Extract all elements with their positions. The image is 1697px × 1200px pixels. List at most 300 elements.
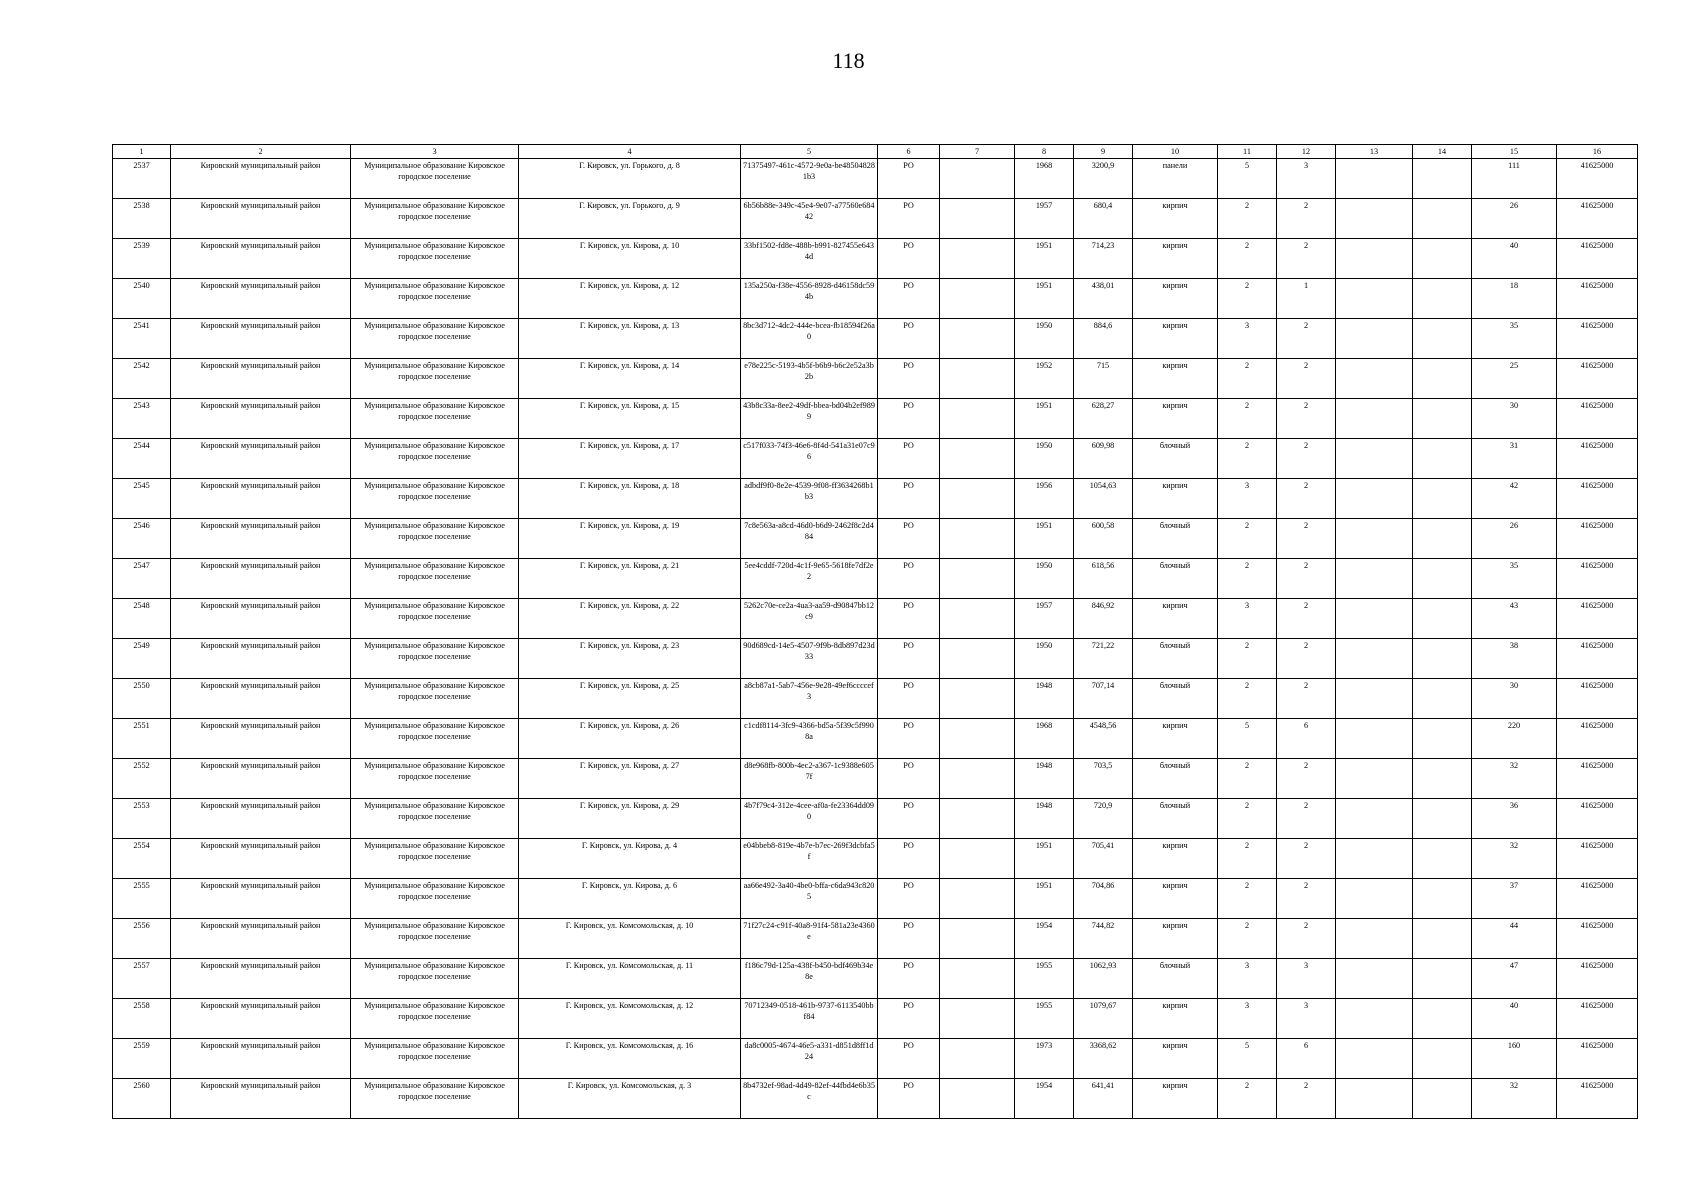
floors-cell: 2 bbox=[1218, 679, 1277, 719]
c13-cell bbox=[1336, 639, 1413, 679]
c13-cell bbox=[1336, 279, 1413, 319]
district-cell: Кировский муниципальный район bbox=[171, 519, 351, 559]
floors-cell: 5 bbox=[1218, 1039, 1277, 1079]
entrances-cell: 2 bbox=[1277, 519, 1336, 559]
table-row bbox=[113, 839, 1638, 879]
c16-cell: 41625000 bbox=[1557, 839, 1638, 879]
c6-cell: РО bbox=[878, 599, 940, 639]
table-row bbox=[113, 519, 1638, 559]
column-header-2: 2 bbox=[171, 145, 351, 159]
housing-registry-table bbox=[112, 144, 1638, 1119]
address-cell: Г. Кировск, ул. Комсомольская, д. 3 bbox=[519, 1079, 741, 1119]
c16-cell: 41625000 bbox=[1557, 559, 1638, 599]
c13-cell bbox=[1336, 199, 1413, 239]
year-cell: 1950 bbox=[1015, 559, 1074, 599]
column-header-8: 8 bbox=[1015, 145, 1074, 159]
entrances-cell: 3 bbox=[1277, 159, 1336, 199]
municipality-cell: Муниципальное образование Кировское городское поселение bbox=[351, 199, 519, 239]
year-cell: 1957 bbox=[1015, 599, 1074, 639]
c7-cell bbox=[940, 959, 1015, 999]
year-cell: 1951 bbox=[1015, 839, 1074, 879]
c15-cell: 160 bbox=[1472, 1039, 1557, 1079]
entrances-cell: 2 bbox=[1277, 799, 1336, 839]
uuid-cell: d8e968fb-800b-4ec2-a367-1c9388e6057f bbox=[741, 759, 878, 799]
floors-cell: 2 bbox=[1218, 639, 1277, 679]
table-row bbox=[113, 719, 1638, 759]
c6-cell: РО bbox=[878, 679, 940, 719]
material-cell: кирпич bbox=[1133, 359, 1218, 399]
entrances-cell: 2 bbox=[1277, 759, 1336, 799]
entrances-cell: 2 bbox=[1277, 1079, 1336, 1119]
column-header-5: 5 bbox=[741, 145, 878, 159]
column-header-3: 3 bbox=[351, 145, 519, 159]
column-header-4: 4 bbox=[519, 145, 741, 159]
table-row bbox=[113, 639, 1638, 679]
material-cell: кирпич bbox=[1133, 279, 1218, 319]
district-cell: Кировский муниципальный район bbox=[171, 959, 351, 999]
year-cell: 1955 bbox=[1015, 999, 1074, 1039]
c7-cell bbox=[940, 1039, 1015, 1079]
uuid-cell: 4b7f79c4-312e-4cee-af0a-fe23364dd090 bbox=[741, 799, 878, 839]
c15-cell: 42 bbox=[1472, 479, 1557, 519]
c14-cell bbox=[1413, 679, 1472, 719]
material-cell: блочный bbox=[1133, 519, 1218, 559]
c7-cell bbox=[940, 1079, 1015, 1119]
c13-cell bbox=[1336, 439, 1413, 479]
municipality-cell: Муниципальное образование Кировское городское поселение bbox=[351, 399, 519, 439]
table-body bbox=[113, 159, 1638, 1119]
row-number: 2551 bbox=[113, 719, 171, 759]
c6-cell: РО bbox=[878, 439, 940, 479]
c14-cell bbox=[1413, 279, 1472, 319]
c7-cell bbox=[940, 639, 1015, 679]
c13-cell bbox=[1336, 719, 1413, 759]
column-header-10: 10 bbox=[1133, 145, 1218, 159]
area-cell: 744,82 bbox=[1074, 919, 1133, 959]
c7-cell bbox=[940, 919, 1015, 959]
material-cell: кирпич bbox=[1133, 479, 1218, 519]
c16-cell: 41625000 bbox=[1557, 879, 1638, 919]
address-cell: Г. Кировск, ул. Комсомольская, д. 10 bbox=[519, 919, 741, 959]
c15-cell: 35 bbox=[1472, 319, 1557, 359]
table-row bbox=[113, 1039, 1638, 1079]
material-cell: кирпич bbox=[1133, 399, 1218, 439]
table-row bbox=[113, 1079, 1638, 1119]
c15-cell: 47 bbox=[1472, 959, 1557, 999]
material-cell: блочный bbox=[1133, 639, 1218, 679]
district-cell: Кировский муниципальный район bbox=[171, 439, 351, 479]
c16-cell: 41625000 bbox=[1557, 719, 1638, 759]
floors-cell: 2 bbox=[1218, 559, 1277, 599]
uuid-cell: 8b4732ef-98ad-4d49-82ef-44fbd4e6b35c bbox=[741, 1079, 878, 1119]
uuid-cell: 5262c70e-ce2a-4ua3-aa59-d90847bb12c9 bbox=[741, 599, 878, 639]
c16-cell: 41625000 bbox=[1557, 519, 1638, 559]
table-row bbox=[113, 359, 1638, 399]
c16-cell: 41625000 bbox=[1557, 479, 1638, 519]
area-cell: 3368,62 bbox=[1074, 1039, 1133, 1079]
floors-cell: 5 bbox=[1218, 719, 1277, 759]
municipality-cell: Муниципальное образование Кировское городское поселение bbox=[351, 879, 519, 919]
c13-cell bbox=[1336, 919, 1413, 959]
row-number: 2559 bbox=[113, 1039, 171, 1079]
uuid-cell: f186c79d-125a-438f-b450-bdf469b34e8e bbox=[741, 959, 878, 999]
address-cell: Г. Кировск, ул. Кирова, д. 22 bbox=[519, 599, 741, 639]
uuid-cell: 7c8e563a-a8cd-46d0-b6d9-2462f8c2d484 bbox=[741, 519, 878, 559]
floors-cell: 5 bbox=[1218, 159, 1277, 199]
c6-cell: РО bbox=[878, 199, 940, 239]
address-cell: Г. Кировск, ул. Кирова, д. 21 bbox=[519, 559, 741, 599]
district-cell: Кировский муниципальный район bbox=[171, 479, 351, 519]
uuid-cell: a8cb87a1-5ab7-456e-9e28-49ef6ccccef3 bbox=[741, 679, 878, 719]
municipality-cell: Муниципальное образование Кировское городское поселение bbox=[351, 239, 519, 279]
c13-cell bbox=[1336, 159, 1413, 199]
material-cell: кирпич bbox=[1133, 199, 1218, 239]
c15-cell: 40 bbox=[1472, 999, 1557, 1039]
c14-cell bbox=[1413, 359, 1472, 399]
district-cell: Кировский муниципальный район bbox=[171, 679, 351, 719]
c15-cell: 40 bbox=[1472, 239, 1557, 279]
c13-cell bbox=[1336, 239, 1413, 279]
area-cell: 641,41 bbox=[1074, 1079, 1133, 1119]
uuid-cell: e78e225c-5193-4b5f-b6b9-b6c2e52a3b2b bbox=[741, 359, 878, 399]
c14-cell bbox=[1413, 559, 1472, 599]
material-cell: кирпич bbox=[1133, 919, 1218, 959]
year-cell: 1948 bbox=[1015, 679, 1074, 719]
municipality-cell: Муниципальное образование Кировское городское поселение bbox=[351, 1039, 519, 1079]
c7-cell bbox=[940, 999, 1015, 1039]
district-cell: Кировский муниципальный район bbox=[171, 199, 351, 239]
table-row bbox=[113, 159, 1638, 199]
floors-cell: 2 bbox=[1218, 199, 1277, 239]
column-header-14: 14 bbox=[1413, 145, 1472, 159]
area-cell: 705,41 bbox=[1074, 839, 1133, 879]
c15-cell: 32 bbox=[1472, 1079, 1557, 1119]
table-row bbox=[113, 599, 1638, 639]
municipality-cell: Муниципальное образование Кировское городское поселение bbox=[351, 359, 519, 399]
row-number: 2540 bbox=[113, 279, 171, 319]
district-cell: Кировский муниципальный район bbox=[171, 879, 351, 919]
c13-cell bbox=[1336, 799, 1413, 839]
municipality-cell: Муниципальное образование Кировское городское поселение bbox=[351, 559, 519, 599]
c14-cell bbox=[1413, 599, 1472, 639]
c7-cell bbox=[940, 519, 1015, 559]
material-cell: кирпич bbox=[1133, 599, 1218, 639]
floors-cell: 3 bbox=[1218, 319, 1277, 359]
floors-cell: 3 bbox=[1218, 999, 1277, 1039]
c6-cell: РО bbox=[878, 559, 940, 599]
c16-cell: 41625000 bbox=[1557, 399, 1638, 439]
address-cell: Г. Кировск, ул. Кирова, д. 6 bbox=[519, 879, 741, 919]
address-cell: Г. Кировск, ул. Кирова, д. 26 bbox=[519, 719, 741, 759]
column-header-1: 1 bbox=[113, 145, 171, 159]
table-header-row bbox=[113, 145, 1638, 159]
c14-cell bbox=[1413, 239, 1472, 279]
column-header-11: 11 bbox=[1218, 145, 1277, 159]
district-cell: Кировский муниципальный район bbox=[171, 559, 351, 599]
c7-cell bbox=[940, 839, 1015, 879]
c13-cell bbox=[1336, 999, 1413, 1039]
district-cell: Кировский муниципальный район bbox=[171, 159, 351, 199]
material-cell: кирпич bbox=[1133, 719, 1218, 759]
district-cell: Кировский муниципальный район bbox=[171, 399, 351, 439]
floors-cell: 3 bbox=[1218, 479, 1277, 519]
address-cell: Г. Кировск, ул. Кирова, д. 15 bbox=[519, 399, 741, 439]
c16-cell: 41625000 bbox=[1557, 439, 1638, 479]
c6-cell: РО bbox=[878, 239, 940, 279]
year-cell: 1954 bbox=[1015, 1079, 1074, 1119]
c6-cell: РО bbox=[878, 279, 940, 319]
row-number: 2544 bbox=[113, 439, 171, 479]
area-cell: 600,58 bbox=[1074, 519, 1133, 559]
c14-cell bbox=[1413, 399, 1472, 439]
c7-cell bbox=[940, 719, 1015, 759]
year-cell: 1951 bbox=[1015, 239, 1074, 279]
row-number: 2555 bbox=[113, 879, 171, 919]
c16-cell: 41625000 bbox=[1557, 279, 1638, 319]
c14-cell bbox=[1413, 799, 1472, 839]
address-cell: Г. Кировск, ул. Кирова, д. 4 bbox=[519, 839, 741, 879]
district-cell: Кировский муниципальный район bbox=[171, 359, 351, 399]
c16-cell: 41625000 bbox=[1557, 239, 1638, 279]
material-cell: блочный bbox=[1133, 759, 1218, 799]
c16-cell: 41625000 bbox=[1557, 199, 1638, 239]
c14-cell bbox=[1413, 1079, 1472, 1119]
table-row bbox=[113, 319, 1638, 359]
column-header-15: 15 bbox=[1472, 145, 1557, 159]
address-cell: Г. Кировск, ул. Комсомольская, д. 12 bbox=[519, 999, 741, 1039]
area-cell: 438,01 bbox=[1074, 279, 1133, 319]
uuid-cell: 43b8c33a-8ee2-49df-bbea-bd04b2ef9899 bbox=[741, 399, 878, 439]
c16-cell: 41625000 bbox=[1557, 759, 1638, 799]
row-number: 2539 bbox=[113, 239, 171, 279]
c15-cell: 37 bbox=[1472, 879, 1557, 919]
material-cell: кирпич bbox=[1133, 839, 1218, 879]
c6-cell: РО bbox=[878, 1039, 940, 1079]
c14-cell bbox=[1413, 479, 1472, 519]
c6-cell: РО bbox=[878, 879, 940, 919]
c13-cell bbox=[1336, 1079, 1413, 1119]
address-cell: Г. Кировск, ул. Кирова, д. 14 bbox=[519, 359, 741, 399]
entrances-cell: 2 bbox=[1277, 319, 1336, 359]
municipality-cell: Муниципальное образование Кировское городское поселение bbox=[351, 679, 519, 719]
c15-cell: 38 bbox=[1472, 639, 1557, 679]
c15-cell: 31 bbox=[1472, 439, 1557, 479]
c14-cell bbox=[1413, 519, 1472, 559]
address-cell: Г. Кировск, ул. Кирова, д. 18 bbox=[519, 479, 741, 519]
c7-cell bbox=[940, 879, 1015, 919]
address-cell: Г. Кировск, ул. Кирова, д. 23 bbox=[519, 639, 741, 679]
address-cell: Г. Кировск, ул. Кирова, д. 27 bbox=[519, 759, 741, 799]
c14-cell bbox=[1413, 159, 1472, 199]
c6-cell: РО bbox=[878, 519, 940, 559]
c15-cell: 32 bbox=[1472, 759, 1557, 799]
district-cell: Кировский муниципальный район bbox=[171, 1039, 351, 1079]
area-cell: 4548,56 bbox=[1074, 719, 1133, 759]
c15-cell: 30 bbox=[1472, 399, 1557, 439]
floors-cell: 2 bbox=[1218, 439, 1277, 479]
area-cell: 680,4 bbox=[1074, 199, 1133, 239]
row-number: 2538 bbox=[113, 199, 171, 239]
table-row bbox=[113, 199, 1638, 239]
row-number: 2548 bbox=[113, 599, 171, 639]
row-number: 2557 bbox=[113, 959, 171, 999]
c14-cell bbox=[1413, 959, 1472, 999]
address-cell: Г. Кировск, ул. Кирова, д. 12 bbox=[519, 279, 741, 319]
row-number: 2550 bbox=[113, 679, 171, 719]
floors-cell: 2 bbox=[1218, 879, 1277, 919]
c15-cell: 30 bbox=[1472, 679, 1557, 719]
table-row bbox=[113, 279, 1638, 319]
entrances-cell: 6 bbox=[1277, 719, 1336, 759]
column-header-7: 7 bbox=[940, 145, 1015, 159]
c15-cell: 35 bbox=[1472, 559, 1557, 599]
material-cell: кирпич bbox=[1133, 999, 1218, 1039]
c7-cell bbox=[940, 599, 1015, 639]
c6-cell: РО bbox=[878, 999, 940, 1039]
municipality-cell: Муниципальное образование Кировское городское поселение bbox=[351, 159, 519, 199]
municipality-cell: Муниципальное образование Кировское городское поселение bbox=[351, 599, 519, 639]
municipality-cell: Муниципальное образование Кировское городское поселение bbox=[351, 319, 519, 359]
c15-cell: 111 bbox=[1472, 159, 1557, 199]
area-cell: 720,9 bbox=[1074, 799, 1133, 839]
uuid-cell: 5ee4cddf-720d-4c1f-9e65-5618fe7df2e2 bbox=[741, 559, 878, 599]
c16-cell: 41625000 bbox=[1557, 959, 1638, 999]
column-header-6: 6 bbox=[878, 145, 940, 159]
uuid-cell: 90d689cd-14e5-4507-9f9b-8db897d23d33 bbox=[741, 639, 878, 679]
c15-cell: 32 bbox=[1472, 839, 1557, 879]
entrances-cell: 6 bbox=[1277, 1039, 1336, 1079]
c16-cell: 41625000 bbox=[1557, 1039, 1638, 1079]
address-cell: Г. Кировск, ул. Кирова, д. 25 bbox=[519, 679, 741, 719]
table-row bbox=[113, 919, 1638, 959]
page-number: 118 bbox=[832, 48, 865, 73]
floors-cell: 2 bbox=[1218, 279, 1277, 319]
district-cell: Кировский муниципальный район bbox=[171, 319, 351, 359]
district-cell: Кировский муниципальный район bbox=[171, 719, 351, 759]
entrances-cell: 2 bbox=[1277, 479, 1336, 519]
c15-cell: 44 bbox=[1472, 919, 1557, 959]
material-cell: кирпич bbox=[1133, 1039, 1218, 1079]
floors-cell: 2 bbox=[1218, 519, 1277, 559]
entrances-cell: 3 bbox=[1277, 959, 1336, 999]
c14-cell bbox=[1413, 319, 1472, 359]
table-row bbox=[113, 759, 1638, 799]
floors-cell: 2 bbox=[1218, 399, 1277, 439]
municipality-cell: Муниципальное образование Кировское городское поселение bbox=[351, 439, 519, 479]
entrances-cell: 2 bbox=[1277, 879, 1336, 919]
table-row bbox=[113, 559, 1638, 599]
entrances-cell: 2 bbox=[1277, 919, 1336, 959]
material-cell: панели bbox=[1133, 159, 1218, 199]
year-cell: 1951 bbox=[1015, 519, 1074, 559]
uuid-cell: 135a250a-f38e-4556-8928-d46158dc594b bbox=[741, 279, 878, 319]
c7-cell bbox=[940, 439, 1015, 479]
c14-cell bbox=[1413, 759, 1472, 799]
c14-cell bbox=[1413, 839, 1472, 879]
year-cell: 1951 bbox=[1015, 879, 1074, 919]
c15-cell: 26 bbox=[1472, 199, 1557, 239]
uuid-cell: e04bbeb8-819e-4b7e-b7ec-269f3dcbfa5f bbox=[741, 839, 878, 879]
c14-cell bbox=[1413, 919, 1472, 959]
address-cell: Г. Кировск, ул. Кирова, д. 17 bbox=[519, 439, 741, 479]
table-row bbox=[113, 439, 1638, 479]
district-cell: Кировский муниципальный район bbox=[171, 279, 351, 319]
c7-cell bbox=[940, 399, 1015, 439]
area-cell: 715 bbox=[1074, 359, 1133, 399]
district-cell: Кировский муниципальный район bbox=[171, 639, 351, 679]
uuid-cell: da8c0005-4674-46e5-a331-d851d8ff1d24 bbox=[741, 1039, 878, 1079]
floors-cell: 3 bbox=[1218, 599, 1277, 639]
entrances-cell: 2 bbox=[1277, 439, 1336, 479]
c13-cell bbox=[1336, 879, 1413, 919]
area-cell: 704,86 bbox=[1074, 879, 1133, 919]
c16-cell: 41625000 bbox=[1557, 919, 1638, 959]
year-cell: 1951 bbox=[1015, 399, 1074, 439]
table-row bbox=[113, 999, 1638, 1039]
c7-cell bbox=[940, 319, 1015, 359]
row-number: 2547 bbox=[113, 559, 171, 599]
c13-cell bbox=[1336, 319, 1413, 359]
district-cell: Кировский муниципальный район bbox=[171, 599, 351, 639]
floors-cell: 2 bbox=[1218, 759, 1277, 799]
table-row bbox=[113, 799, 1638, 839]
c14-cell bbox=[1413, 1039, 1472, 1079]
c6-cell: РО bbox=[878, 959, 940, 999]
address-cell: Г. Кировск, ул. Кирова, д. 29 bbox=[519, 799, 741, 839]
uuid-cell: c1cdf8114-3fc9-4366-bd5a-5f39c5f9908a bbox=[741, 719, 878, 759]
table-row bbox=[113, 399, 1638, 439]
area-cell: 609,98 bbox=[1074, 439, 1133, 479]
area-cell: 1054,63 bbox=[1074, 479, 1133, 519]
area-cell: 846,92 bbox=[1074, 599, 1133, 639]
c6-cell: РО bbox=[878, 799, 940, 839]
municipality-cell: Муниципальное образование Кировское городское поселение bbox=[351, 479, 519, 519]
c16-cell: 41625000 bbox=[1557, 319, 1638, 359]
c13-cell bbox=[1336, 759, 1413, 799]
c16-cell: 41625000 bbox=[1557, 679, 1638, 719]
c6-cell: РО bbox=[878, 1079, 940, 1119]
municipality-cell: Муниципальное образование Кировское городское поселение bbox=[351, 279, 519, 319]
year-cell: 1957 bbox=[1015, 199, 1074, 239]
uuid-cell: 71f27c24-c91f-40a8-91f4-581a23e4360e bbox=[741, 919, 878, 959]
address-cell: Г. Кировск, ул. Комсомольская, д. 11 bbox=[519, 959, 741, 999]
row-number: 2545 bbox=[113, 479, 171, 519]
c16-cell: 41625000 bbox=[1557, 639, 1638, 679]
c7-cell bbox=[940, 679, 1015, 719]
c14-cell bbox=[1413, 999, 1472, 1039]
floors-cell: 2 bbox=[1218, 919, 1277, 959]
address-cell: Г. Кировск, ул. Кирова, д. 13 bbox=[519, 319, 741, 359]
table-row bbox=[113, 879, 1638, 919]
district-cell: Кировский муниципальный район bbox=[171, 839, 351, 879]
c7-cell bbox=[940, 359, 1015, 399]
entrances-cell: 2 bbox=[1277, 639, 1336, 679]
uuid-cell: adbdf9f0-8e2e-4539-9f08-ff3634268b1b3 bbox=[741, 479, 878, 519]
c6-cell: РО bbox=[878, 719, 940, 759]
c13-cell bbox=[1336, 839, 1413, 879]
year-cell: 1968 bbox=[1015, 159, 1074, 199]
column-header-16: 16 bbox=[1557, 145, 1638, 159]
year-cell: 1952 bbox=[1015, 359, 1074, 399]
c16-cell: 41625000 bbox=[1557, 799, 1638, 839]
row-number: 2558 bbox=[113, 999, 171, 1039]
floors-cell: 2 bbox=[1218, 1079, 1277, 1119]
c15-cell: 25 bbox=[1472, 359, 1557, 399]
uuid-cell: aa66e492-3a40-4be0-bffa-c6da943c8205 bbox=[741, 879, 878, 919]
year-cell: 1955 bbox=[1015, 959, 1074, 999]
c13-cell bbox=[1336, 1039, 1413, 1079]
c16-cell: 41625000 bbox=[1557, 1079, 1638, 1119]
